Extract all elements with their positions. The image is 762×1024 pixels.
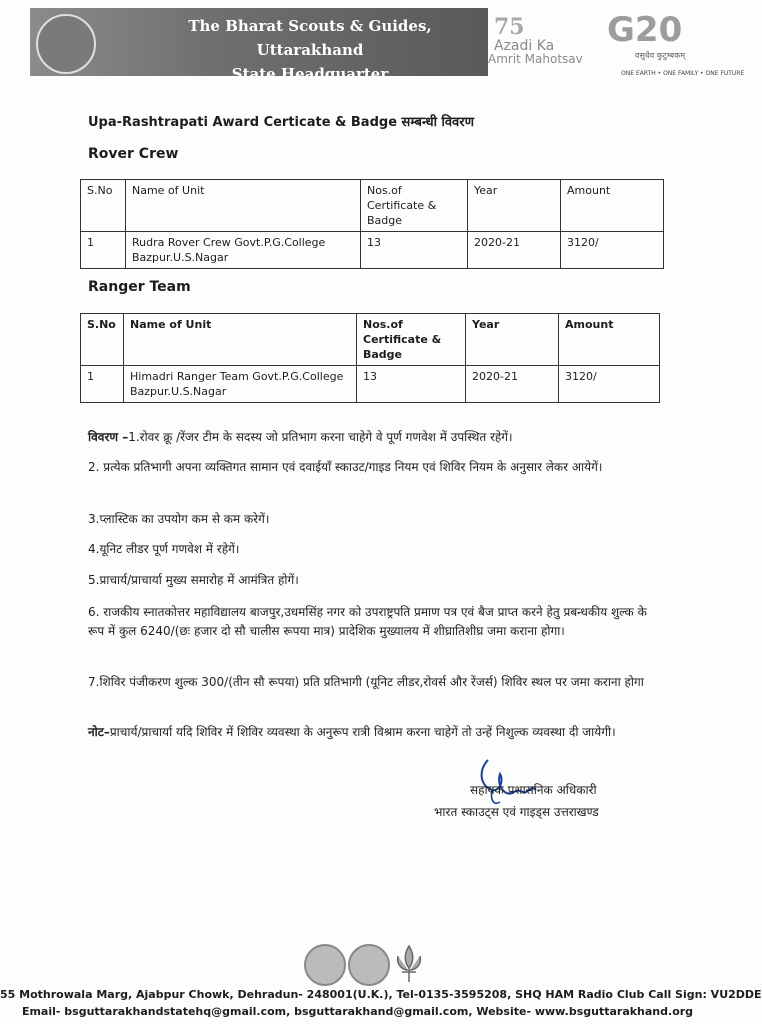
- organization-name: भारत स्काउट्स एवं गाइड्स उत्तराखण्ड: [434, 805, 599, 819]
- ranger-team-table: [80, 313, 660, 403]
- note-text: 1.रोवर क्रू /रेंजर टीम के सदस्य जो प्रतिभाग करना चाहेगे वे पूर्ण गणवेश में उपस्थित रहेगें।: [128, 430, 513, 444]
- header-year: Year: [468, 180, 561, 232]
- cell-year: 2020-21: [466, 366, 559, 403]
- rover-crew-table: [80, 179, 664, 269]
- header-nos: Nos.of Certificate & Badge: [357, 314, 466, 366]
- table-row: [81, 366, 660, 403]
- footer-address: 55 Mothrowala Marg, Ajabpur Chowk, Dehradun- 248001(U.K.), Tel-0135-3595208, SHQ HAM Radio Club Call Sign: VU2DDE: [0, 988, 762, 1001]
- note-item-1: [88, 428, 648, 447]
- header-unit: Name of Unit: [126, 180, 361, 232]
- document-heading: Upa-Rashtrapati Award Certicate & Badge सम्बन्धी विवरण: [88, 115, 475, 130]
- cell-nos: 13: [361, 232, 468, 269]
- title-line-2: State Headquarter: [231, 65, 389, 83]
- cell-year: 2020-21: [468, 232, 561, 269]
- cell-amount: 3120/: [559, 366, 660, 403]
- note-item-3: 3.प्लास्टिक का उपयोग कम से कम करेगें।: [88, 512, 270, 526]
- cell-sno: 1: [81, 366, 124, 403]
- cell-sno: 1: [81, 232, 126, 269]
- table-row: [81, 232, 664, 269]
- letterhead-banner: [30, 8, 488, 83]
- cell-unit: Himadri Ranger Team Govt.P.G.College Bazpur.U.S.Nagar: [124, 366, 357, 403]
- fleur-de-lis-icon: [394, 944, 424, 984]
- note-label: विवरण –: [88, 430, 129, 444]
- header-year: Year: [466, 314, 559, 366]
- note-item-7: 7.शिविर पंजीकरण शुल्क 300/(तीन सौ रूपया) प्रति प्रतिभागी (यूनिट लीडर,रोवर्स और रेंजर्स) शिविर स्थल पर जमा कराना होगा: [88, 675, 644, 689]
- g20-motto: वसुधैव कुटुम्बकम्: [635, 51, 686, 60]
- designation: सहायक प्रशासनिक अधिकारी: [470, 783, 597, 797]
- header-sno: S.No: [81, 314, 124, 366]
- note-item-2: 2. प्रत्येक प्रतिभागी अपना व्यक्तिगत सामान एवं दवाईयाँ स्काउट/गाइड नियम एवं शिविर नियम के अनुसार लेकर आयेगें।: [88, 460, 603, 474]
- cell-nos: 13: [357, 366, 466, 403]
- azadi-line-1: Azadi Ka: [494, 38, 555, 54]
- rover-crew-title: Rover Crew: [88, 146, 179, 162]
- azadi-ka-amrit-mahotsav-logo: [488, 14, 598, 70]
- note-item-6: 6. राजकीय स्नातकोत्तर महाविद्यालय बाजपुर,उधमसिंह नगर को उपराष्ट्रपति प्रमाण पत्र एवं बैज प्राप्त करने हेतु प्रबन्धकीय शुल्क के रूप में कुल 6240/(छः हजार दो सौ चालीस रूपया मात्र) प्रादेशिक मुख्यालय में शीघ्रातिशीघ्र जमा कराना होगा।: [88, 605, 647, 638]
- note-item-4: 4.यूनिट लीडर पूर्ण गणवेश में रहेगें।: [88, 542, 240, 556]
- note-item-5: 5.प्राचार्य/प्राचार्या मुख्य समारोह में आमंत्रित होगें।: [88, 573, 299, 587]
- cell-amount: 3120/: [561, 232, 664, 269]
- cell-unit: Rudra Rover Crew Govt.P.G.College Bazpur.U.S.Nagar: [126, 232, 361, 269]
- header-unit: Name of Unit: [124, 314, 357, 366]
- ranger-team-title: Ranger Team: [88, 279, 191, 295]
- footer-emblems: [300, 944, 430, 984]
- scouts-logo-icon: [36, 14, 96, 74]
- organization-title: [140, 14, 480, 86]
- final-note-label: नोट–: [88, 725, 110, 739]
- header-amount: Amount: [561, 180, 664, 232]
- final-note-text: प्राचार्य/प्राचार्या यदि शिविर में शिविर व्यवस्था के अनुरूप रात्री विश्राम करना चाहेगें तो उन्हें निशुल्क व्यवस्था दी जायेगी।: [109, 725, 616, 739]
- azadi-line-2: Amrit Mahotsav: [488, 52, 583, 66]
- guide-emblem-icon: [348, 944, 390, 986]
- header-sno: S.No: [81, 180, 126, 232]
- header-nos: Nos.of Certificate & Badge: [361, 180, 468, 232]
- title-line-1: The Bharat Scouts & Guides, Uttarakhand: [188, 17, 432, 59]
- table-header-row: [81, 180, 664, 232]
- final-note: [88, 723, 648, 742]
- g20-logo: [605, 10, 745, 80]
- g20-tagline: ONE EARTH • ONE FAMILY • ONE FUTURE: [621, 70, 745, 77]
- footer-contact: Email- bsguttarakhandstatehq@gmail.com, bsguttarakhand@gmail.com, Website- www.bsguttarakhand.org: [21, 1005, 694, 1018]
- scout-emblem-icon: [304, 944, 346, 986]
- azadi-number: 75: [494, 14, 525, 40]
- header-amount: Amount: [559, 314, 660, 366]
- table-header-row: [81, 314, 660, 366]
- g20-mark: G20: [607, 10, 683, 50]
